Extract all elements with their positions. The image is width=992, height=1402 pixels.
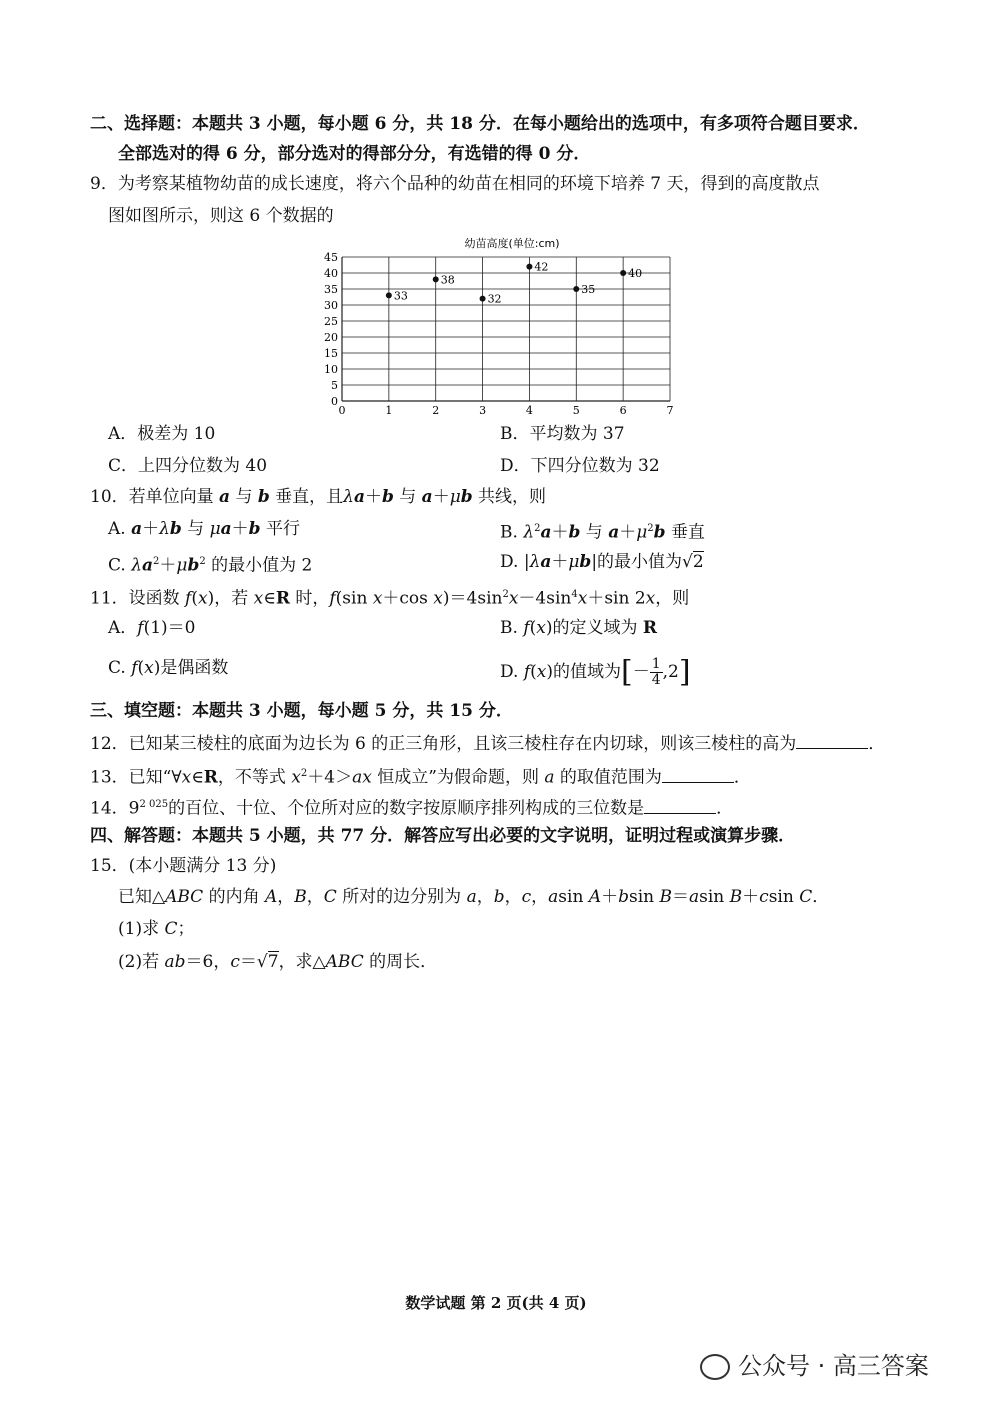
chart-grid — [342, 257, 670, 401]
y-tick-label: 0 — [331, 395, 338, 408]
y-tick-label: 30 — [324, 299, 338, 312]
q9-option-a: A．极差为 10 — [108, 424, 216, 444]
section4-title: 四、解答题：本题共 5 小题，共 77 分．解答应写出必要的文字说明，证明过程或演算步骤． — [90, 826, 796, 846]
data-label: 32 — [487, 292, 502, 306]
q15-stem: 已知△ABC 的内角 A，B，C 所对的边分别为 a，b，c，asin A＋bsin B＝asin B＋csin C． — [118, 887, 830, 907]
data-label: 33 — [393, 289, 408, 303]
data-point — [526, 264, 532, 270]
q13: 13．已知“∀x∈R，不等式 $x^2+4>ax$ 恒成立”为假命题，则 a 的取值范围为 ． — [90, 767, 751, 788]
y-tick-label: 45 — [324, 251, 338, 264]
x-tick-label: 4 — [525, 404, 533, 417]
y-tick-label: 15 — [324, 347, 338, 360]
x-tick-label: 3 — [479, 404, 487, 417]
q15-part2: (2)若 ab＝6，c＝√7，求△ABC 的周长． — [118, 952, 438, 972]
q11-option-d: D. f(x)的值域为[－ $\frac{1}{4}$ ,2] — [500, 654, 691, 690]
q9-option-b: B．平均数为 37 — [500, 424, 625, 444]
q11-stem: 11．设函数 f(x)，若 x∈R 时，f(sin x＋cos $x)=4\sin^2x-4\sin^4x+\sin$ 2x，则 — [90, 588, 690, 609]
section3-title: 三、填空题：本题共 3 小题，每小题 5 分，共 15 分． — [90, 701, 513, 721]
y-tick-label: 40 — [324, 267, 338, 280]
q9-scatter-chart — [318, 233, 690, 419]
q9-stem-line2: 图如图所示，则这 6 个数据的 — [108, 206, 334, 226]
x-tick-label: 1 — [385, 404, 393, 417]
data-point — [386, 292, 392, 298]
x-tick-label: 2 — [432, 404, 440, 417]
x-tick-label: 0 — [338, 404, 346, 417]
section2-rule: 全部选对的得 6 分，部分选对的得部分分，有选错的得 0 分． — [118, 144, 591, 164]
q11-option-a: A．f(1)＝0 — [108, 618, 196, 638]
y-tick-label: 5 — [331, 379, 338, 392]
q11-option-c: C. f(x)是偶函数 — [108, 658, 229, 678]
x-tick-label: 7 — [666, 404, 674, 417]
watermark: 公众号 · 高三答案 — [700, 1346, 929, 1381]
data-point — [620, 270, 626, 276]
q10-option-c: C. $\lambda a^2+\mu b^2$ 的最小值为 2 — [108, 555, 313, 576]
y-tick-label: 25 — [324, 315, 338, 328]
chart-x-ticks — [339, 404, 674, 417]
y-tick-label: 35 — [324, 283, 338, 296]
q9-stem-line1: 9．为考察某植物幼苗的成长速度，将六个品种的幼苗在相同的环境下培养 7 天，得到的高度散点 — [90, 174, 820, 194]
data-label: 38 — [440, 273, 455, 287]
x-tick-label: 5 — [572, 404, 580, 417]
page-footer: 数学试题 第 2 页(共 4 页) — [405, 1294, 587, 1312]
q14: 14．$9^{2 025}$的百位、十位、个位所对应的数字按原顺序排列构成的三位数是 ． — [90, 798, 734, 819]
data-point — [573, 286, 579, 292]
q10-stem-b: 与 — [235, 487, 253, 507]
q10-option-a: A. a＋λb 与 μa＋b 平行 — [108, 519, 300, 539]
x-tick-label: 6 — [619, 404, 627, 417]
q10-stem-e: 共线，则 — [478, 487, 547, 507]
q10-stem-a: 10．若单位向量 — [90, 487, 214, 507]
q11-option-b: B. f(x)的定义域为 R — [500, 618, 658, 638]
y-tick-label: 10 — [324, 363, 338, 376]
q10-option-d: D. |λa＋μb|的最小值为√2 — [500, 552, 704, 572]
chart-y-ticks — [324, 251, 338, 408]
q10-option-b: B. $\lambda^2a+b$ 与 $a+\mu^2b$ 垂直 — [500, 522, 705, 543]
chart-title: 幼苗高度(单位:cm) — [464, 237, 560, 250]
data-point — [480, 296, 486, 302]
data-label: 35 — [581, 283, 596, 296]
data-label: 40 — [628, 267, 643, 280]
q15-head: 15．(本小题满分 13 分) — [90, 856, 277, 876]
q12: 12．已知某三棱柱的底面为边长为 6 的正三角形，且该三棱柱存在内切球，则该三棱柱的高为 ． — [90, 734, 886, 754]
y-tick-label: 20 — [324, 331, 338, 344]
q9-option-c: C．上四分位数为 40 — [108, 456, 268, 476]
q9-option-d: D．下四分位数为 32 — [500, 456, 660, 476]
chart-points — [386, 261, 642, 306]
section2-title: 二、选择题：本题共 3 小题，每小题 6 分，共 18 分．在每小题给出的选项中，有多项符合题目要求． — [90, 114, 870, 134]
q10-stem-d: 与 — [399, 487, 417, 507]
wechat-icon — [700, 1354, 730, 1380]
q10-stem-c: 垂直，且 — [275, 487, 344, 507]
data-label: 42 — [534, 260, 549, 274]
q10-stem: 10．若单位向量 a 与 b 垂直，且λa＋b 与 a＋μb 共线，则 — [90, 487, 547, 507]
q15-part1: (1)求 C； — [118, 919, 195, 939]
data-point — [433, 276, 439, 282]
